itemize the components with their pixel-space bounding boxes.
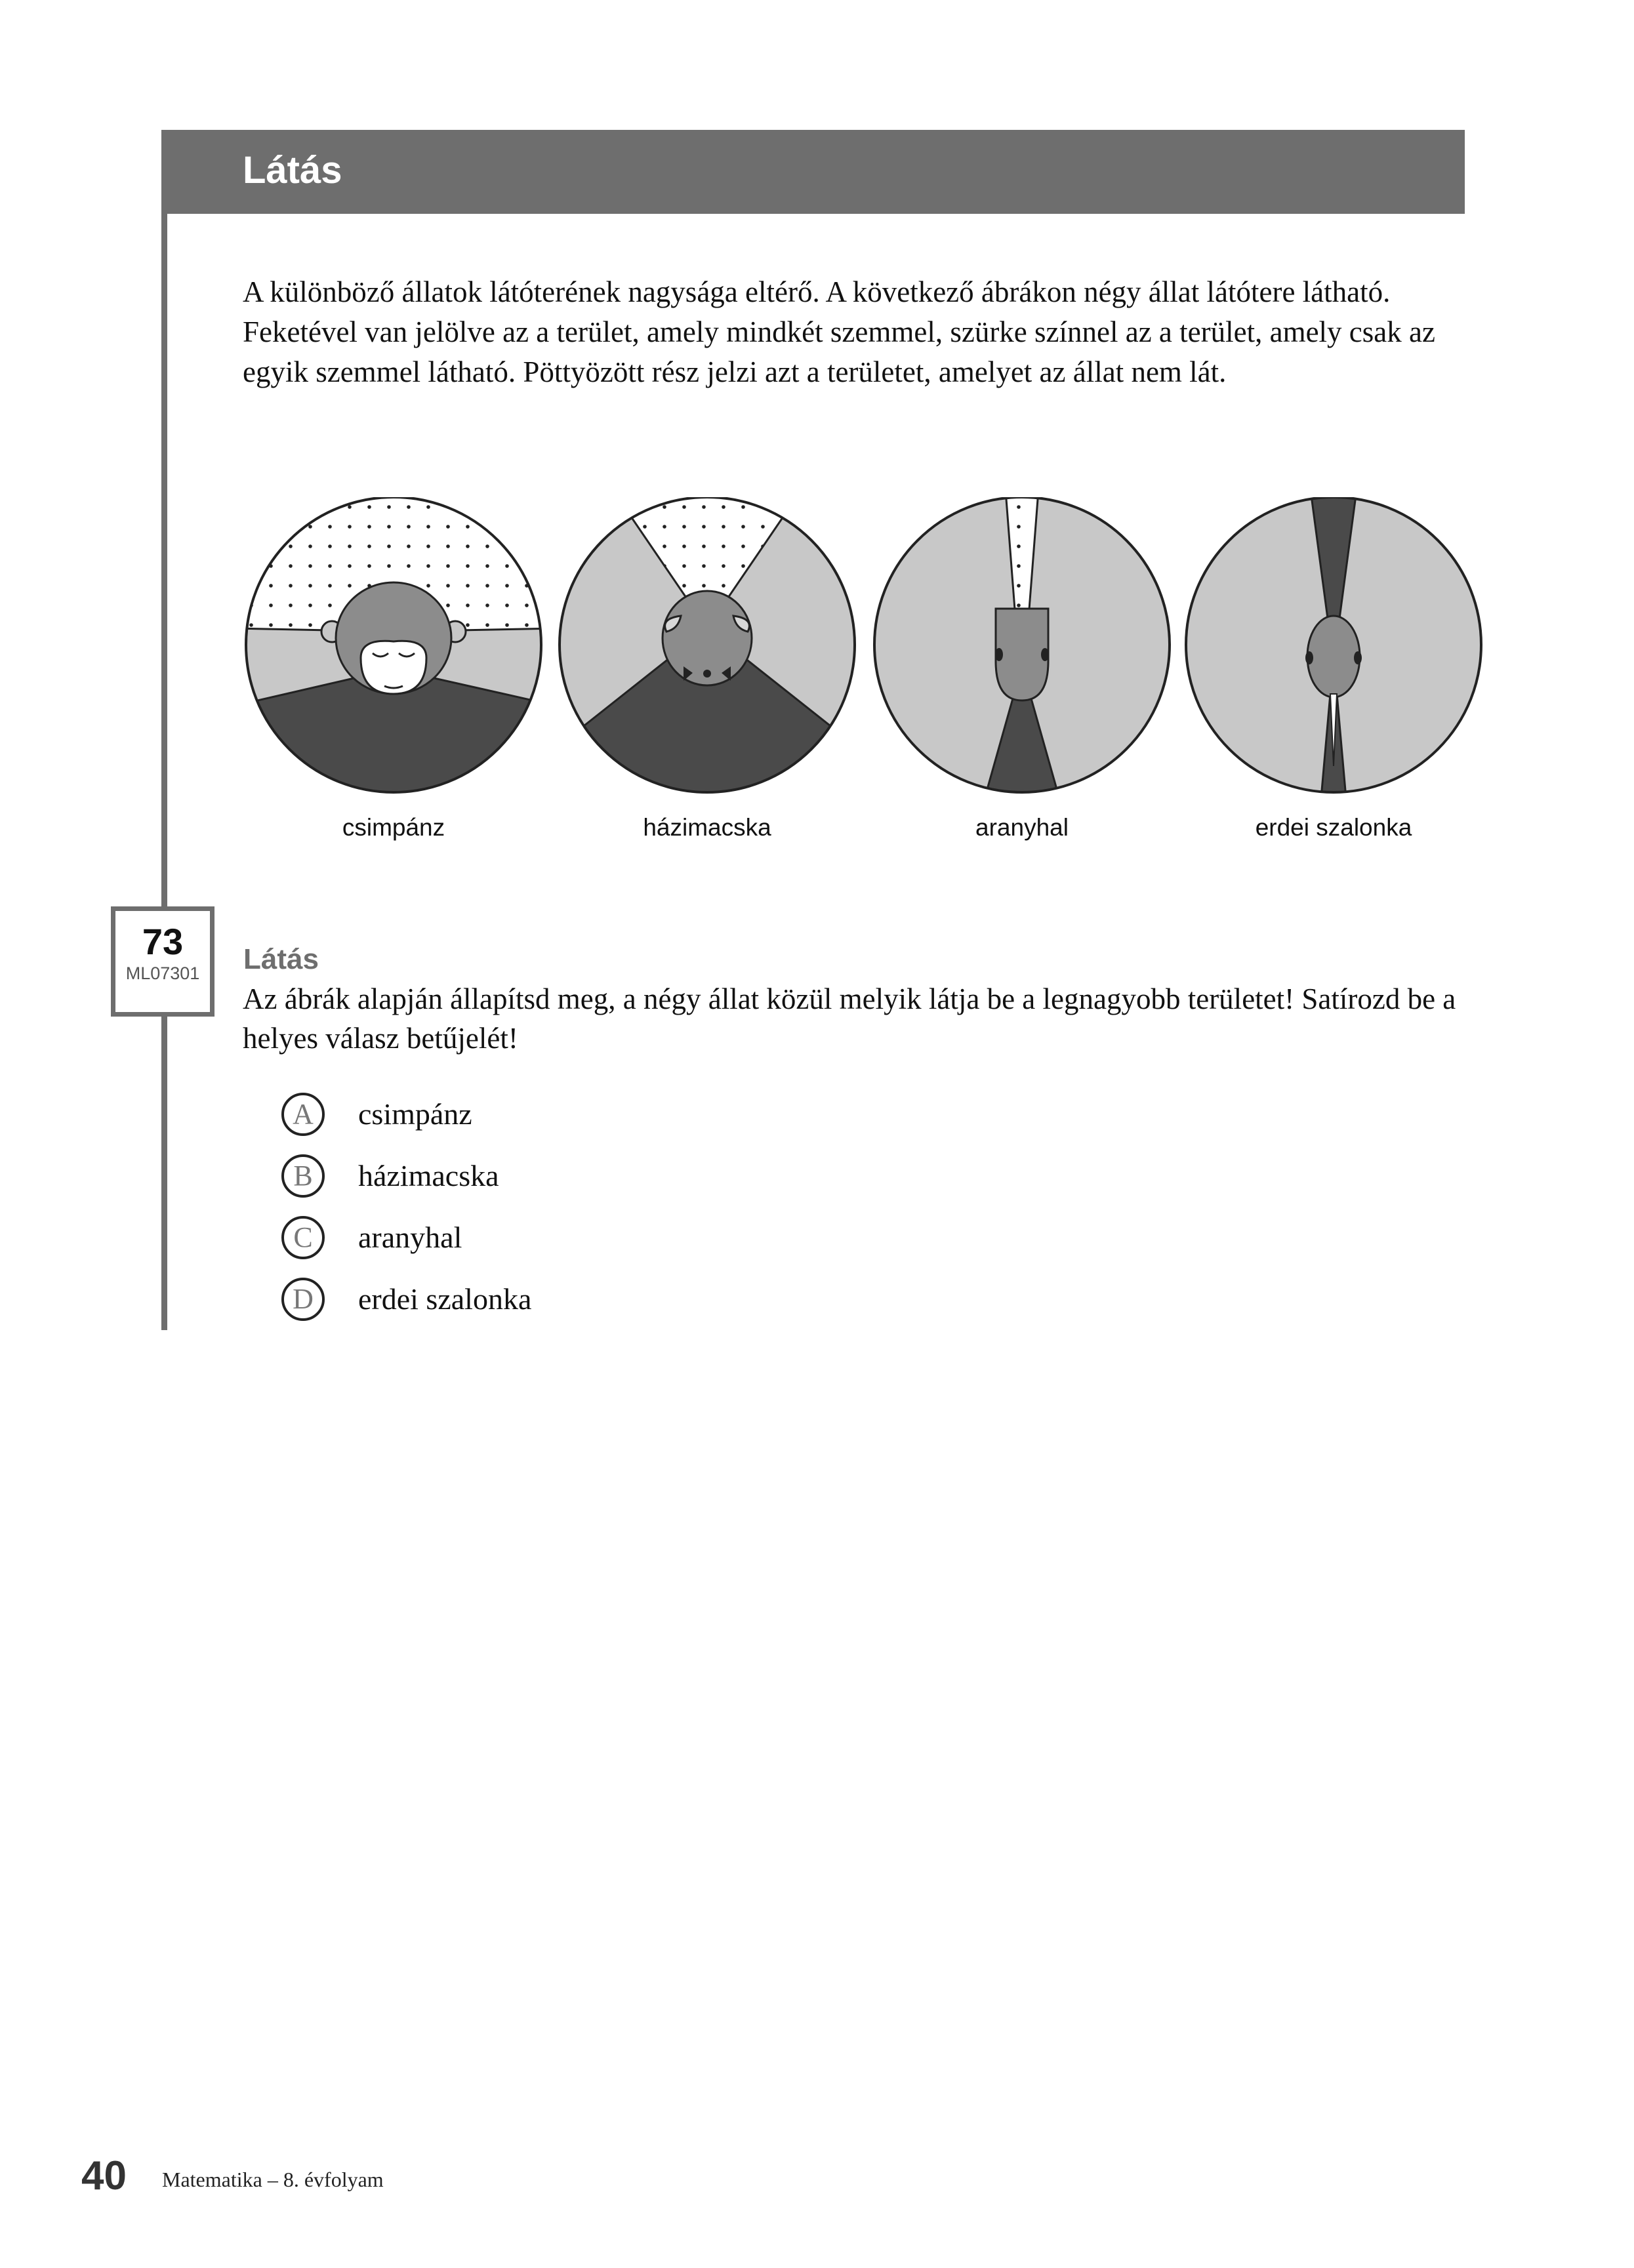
field-of-view-figures xyxy=(241,497,1488,851)
section-header xyxy=(161,130,1465,214)
answer-bubble[interactable]: C xyxy=(281,1216,325,1259)
question-number-box xyxy=(111,906,214,1017)
intro-paragraph: A különböző állatok látóterének nagysága eltérő. A következő ábrákon négy állat látótere látható. Feketével van jelölve az a terület, amely mindkét szemmel, szürke színnel az a terület, amely csak az egyik szemmel látható. Pöttyözött rész jelzi azt a területet, amelyet az állat nem lát. xyxy=(243,275,1435,388)
chimpanzee-figure xyxy=(241,497,556,805)
answer-label: csimpánz xyxy=(358,1097,472,1131)
figure-caption: csimpánz xyxy=(342,814,445,841)
figure-caption: aranyhal xyxy=(975,814,1069,841)
left-margin-bar xyxy=(161,130,167,1330)
answer-label: aranyhal xyxy=(358,1221,462,1254)
question-code: ML07301 xyxy=(125,963,200,983)
answer-label: házimacska xyxy=(358,1159,499,1192)
figures-svg xyxy=(241,497,1488,812)
figure-caption: házimacska xyxy=(643,814,771,841)
answer-bubble[interactable]: D xyxy=(281,1278,325,1321)
goldfish-icon xyxy=(995,609,1049,700)
question-number: 73 xyxy=(142,921,184,962)
goldfish-figure xyxy=(865,497,1179,805)
question-title: Látás xyxy=(243,943,319,975)
cat-figure xyxy=(550,497,865,805)
footer-text: Matematika – 8. évfolyam xyxy=(162,2168,384,2191)
page-number: 40 xyxy=(81,2153,127,2198)
answer-label: erdei szalonka xyxy=(358,1282,532,1316)
question-text: Az ábrák alapján állapítsd meg, a négy állat közül melyik látja be a legnagyobb területet! Satírozd be a helyes válasz betűjelét! xyxy=(243,982,1456,1055)
woodcock-figure xyxy=(1179,497,1488,805)
answer-bubble[interactable]: A xyxy=(281,1093,325,1136)
figure-caption: erdei szalonka xyxy=(1255,814,1412,841)
cat-icon xyxy=(663,591,752,685)
section-title: Látás xyxy=(243,149,342,192)
answer-bubble[interactable]: B xyxy=(281,1154,325,1198)
